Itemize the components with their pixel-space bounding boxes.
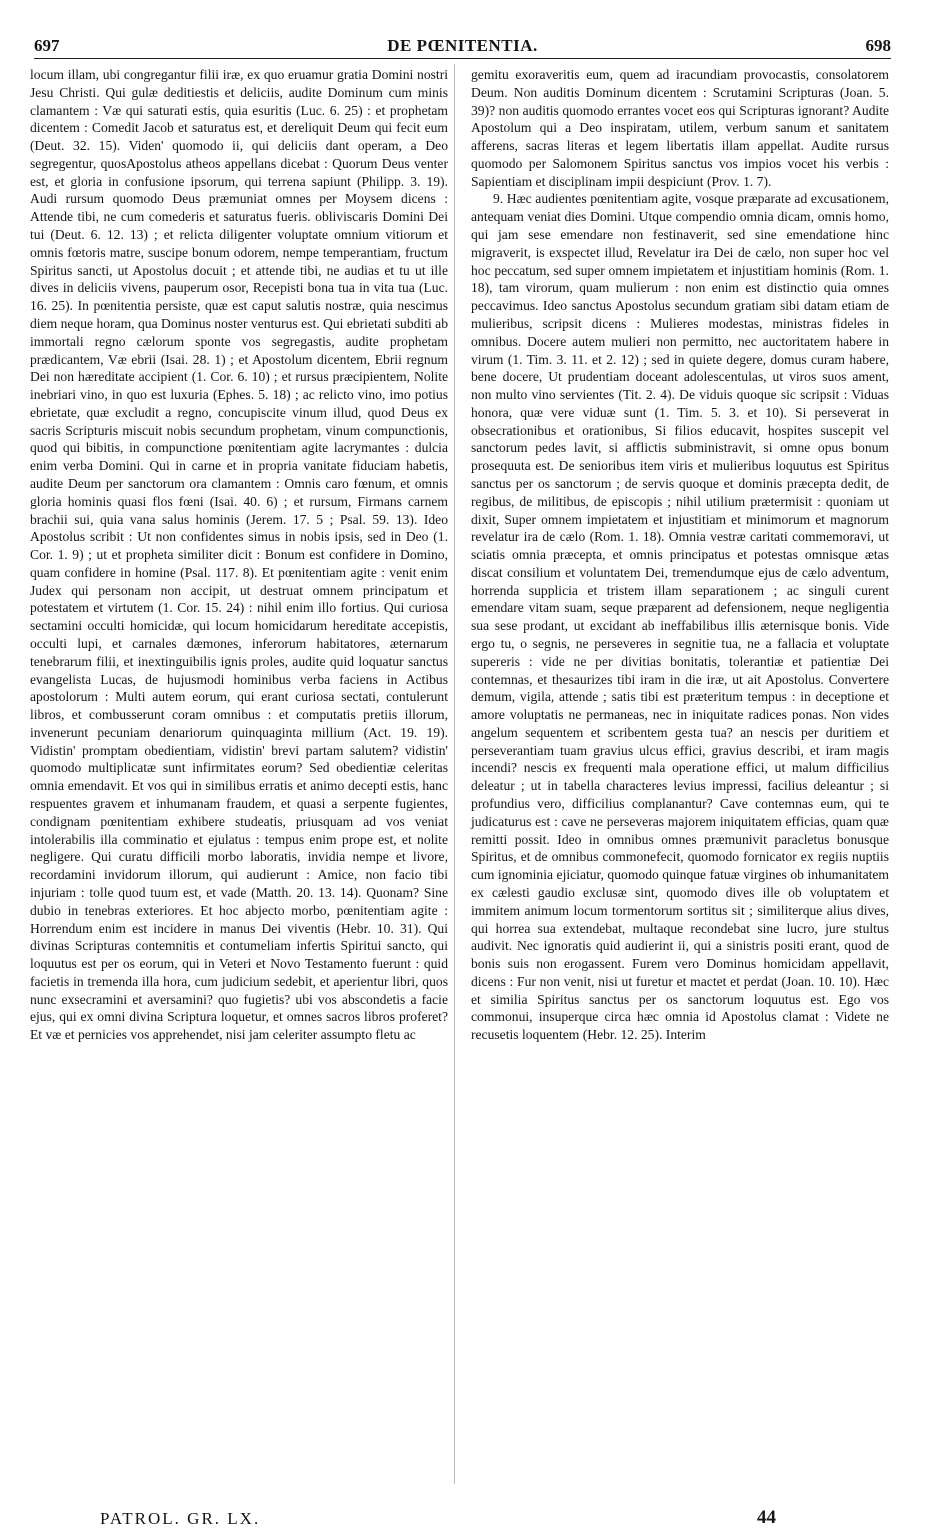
page-header <box>34 32 891 58</box>
right-paragraph-2: 9. Hæc audientes pœnitentiam agite, vosque præparate ad excusationem, antequam veniat dies Domini. Utque compendio omnia dicam, omnis homo, qui jam sese emendare non festinaverit, sed sine emendatione hinc migraverit, is exspectet illud, Revelatur ira Dei de cælo, non super hoc vel hoc peccatum, sed super omnem impietatem et injustitiam hominis (Rom. 1. 18), tam virorum, quam mulierum : non enim est distinctio quia omnes peccavimus. Ideo sanctus Apostolus secundum gratiam sibi datam etiam de mulieribus, scripsit dicens : Mulieres modestas, ministras fideles in omnibus. Docere autem mulieri non permitto, nec auctoritatem habere in virum (1. Tim. 3. 11. et 2. 12) ; sed in quiete degere, domus curam habere, bene docere, Ut prudentiam doceant adolescentulas, ut viros suos ament, non multo vino servientes (Tit. 2. 4). De viduis quoque sic scripsit : Viduas honora, quæ vere viduæ sunt (1. Tim. 5. 3. et 10). Si perseverat in obsecrationibus et orationibus, Si filios educavit, hospites suscepit vel sanctorum pedes lavit, si afflictis subministravit, si omne opus bonum prosequuta est. De senioribus item viris et mulieribus loquutus est Spiritus sanctus per os sanctorum ; de servis quoque et dominis præcepta dedit, de regibus, de militibus, de episcopis ; nihil utilium prætermisit : quoniam ut dixit, Super omnem impietatem et injustitiam et minimorum et magnorum revelatur ira de cælo (Rom. 1. 18). Omnia vestræ caritati commemoravi, ut sciatis omnia præcepta, et omnis principatus et potestas omnisque ætas discat consilium et voluntatem Dei, tremendumque ejus de cælo adventum, horrenda supplicia et tristem illam separationem ; ac singuli curent emendare vitam suam, seque præparent ad defensionem, neque negligentia sua sese prodant, ut excidant ab ineffabilibus illis æternisque bonis. Vide ergo tu, o segnis, ne perseveres in segnitie tua, ne a fallacia et voluptate supereris : vide ne per divitias bonitatis, tolerantiæ et patientiæ Dei contemnas, et thesaurizes tibi iram in die iræ, ut ait Apostolus. Convertere demum, vigila, attende ; satis tibi est præteritum tempus : in deceptione et amore voluptatis ne permaneas, nec in iniquitate radices ponas. Non vides angelum sequentem et scribentem gesta tua? an nescis per duritiem et perseverantiam tuam gravius ulcus effici, gravius describi, et iram magis incendi? nescis ex frequenti mala operatione effici, ut malum difficilius deleatur ; ut in tabella characteres levius impressi, facilius deleantur ; si profundius vero, difficilius complanantur? Cave contemnas eum, qui te judicaturus est : cave ne perseveras majorem iniquitatem efficias, quam quæ remitti possit. Ideo in omnibus omnes præmunivit paracletus bonusque Spiritus, et de omnibus commonefecit, quomodo fornicator ex regiis nuptiis cum ignominia ejiciatur, quomodo quinque fatuæ virgines ob inhumanitatem ex cælesti gaudio exclusæ sint, quomodo dives ille ob voluptatem et immitem animum locum tormentorum sortitus sit ; similiterque alius dives, qui horrea sua extendebat, multaque recondebat sine lucro, jure stultus audivit. Nec ignoratis quid audierint ii, qui a sinistris positi erant, quod de bonis suis non erogassent. Furem vero Dominus homicidam appellavit, dicens : Fur non venit, nisi ut furetur et mactet et perdat (Joan. 10. 10). Hæc et similia Spiritus sanctus per os sanctorum loquutus est. Ego vos commonui, insuperque circa hæc omnia id Apostolus clamat : Videte ne recusetis loquentem (Hebr. 12. 25). Interim <box>471 191 889 1043</box>
signature-number: 44 <box>757 1507 776 1528</box>
running-title: DE PŒNITENTIA. <box>387 36 538 55</box>
series-label: PATROL. GR. LX. <box>100 1509 261 1528</box>
header-rule <box>34 58 891 59</box>
left-paragraph: locum illam, ubi congregantur filii iræ, ex quo eruamur gratia Domini nostri Jesu Christi. Qui gulæ deditiestis et deliciis, audite Dominum cum minis clamantem : Væ qui saturati estis, quia esuritis (Luc. 6. 25) : et prophetam dicentem : Comedit Jacob et saturatus est, et dereliquit Deum qui fecit eum (Deut. 32. 15). Viden' quomodo ii, qui deliciis dant operam, a Deo segregentur, quosApostolus atheos appellans dicebat : Quorum Deus venter est, et gloria in confusione ipsorum, qui terrena sapiunt (Philipp. 3. 19). Audi rursum quomodo Deus præmuniat omnes per Moysem dicens : Attende tibi, ne cum comederis et saturatus fueris. obliviscaris Domini Dei tui (Deut. 6. 12. 13) ; et relicta diligenter voluptate omnium vitiorum et omnis fœtoris matre, suscipe bonum odorem, nempe temperantiam, fructum Spiritus sancti, ut Apostolus docuit ; et attende tibi, ne audias et tu ut ille dives in deliciis vivens, pauperum osor, Recepisti bona tua in vita tua (Luc. 16. 25). In pœnitentia persiste, quæ est caput salutis nostræ, quia nescimus diem neque horam, qua Dominus noster venturus est. Qui ebrietati subditi ab immortali regno cælorum sponte vos segregastis, audite prophetam prædicantem, Væ ebrii (Isai. 28. 1) ; et Apostolum dicentem, Ebrii regnum Dei non hæreditate accipient (1. Cor. 6. 10) ; et rursus præcipientem, Nolite inebriari vino, in quo est luxuria (Ephes. 5. 18) ; ac relicto vino, imo potius ebrietate, quæ excludit a regno, concupiscite vinum illud, quod Deus ex sacris Scripturis miscuit nobis secundum prophetam, vinum compunctionis, quod qui bibitis, in compunctione pœnitentiam agite lacrymantes : dulcia enim verba Domini. Qui in carne et in propria vanitate fiduciam habetis, audite Deum per sanctorum ora clamantem : Omnis caro fœnum, et omnis gloria hominis quasi flos fœni (Isai. 40. 6) ; et rursum, Firmans carnem brachii sui, quia vana salus hominis (Jerem. 17. 5 ; Psal. 59. 13). Ideo Apostolus scribit : Ut non confidentes simus in nobis ipsis, sed in Deo (1. Cor. 1. 9) ; ut et propheta similiter dicit : Bonum est confidere in Domino, quam confidere in homine (Psal. 117. 8). Et pœnitentiam agite : venit enim Judex qui personam non accipit, ut destruat omnem principatum et potestatem et virtutem (1. Cor. 15. 24) : nihil enim illo fortius. Qui curiosa sectamini occulti homicidæ, qui locum homicidarum hereditate accepistis, occulti lupi, et carnales dæmones, inferorum habitatores, æternarum tenebrarum filii, et inextinguibilis ignis proles, audite quid loquatur sanctus evangelista Lucas, de hujusmodi hominibus verba faciens in Actibus apostolorum : Multi autem eorum, qui erant curiosa sectati, contulerunt libros, et combusserunt coram omnibus : et computatis pretiis illorum, invenerunt pecuniam denariorum quinquaginta millium (Act. 19. 19). Vidistin' promptam obedientiam, vidistin' brevi partam salutem? vidistin' quomodo multiplicatæ sunt infirmitates eorum? Sed obedientiæ celeritas omnia emendavit. Et vos qui in similibus erratis et animo decepti estis, hanc respuentes gravem et inhumanam fraudem, et quasi a serpente fugientes, condignam pœnitentiam exhibere studeatis, priusquam ad vos veniat intolerabilis illa comminatio et ejulatus : tempus enim prope est, et nolite negligere. Qui curatu difficili morbo laboratis, invidia nempe et livore, recordamini invidorum illorum, qui audierunt : Amice, non facio tibi injuriam : tolle quod tuum est, et vade (Matth. 20. 13. 14). Quonam? Sine dubio in tenebras exteriores. Et hoc abjecto morbo, pœnitentiam agite : Horrendum enim est incidere in manus Dei viventis (Hebr. 10. 31). Qui divinas Scripturas contemnitis et contumeliam infertis Spiritui sancto, qui loquutus est per os eorum, qui in Veteri et Novo Testamento fuerunt : quid facietis in tremenda illa hora, cum judicium sedebit, et aperientur libri, quos nunc exsecramini et aversamini? quo fugietis? ubi vos abscondetis a facie ejus, qui ex omni divina Scriptura loquetur, et omnes sacros libros proferet? Et væ et pernicies vos apprehendet, nisi jam celeriter assumpto fletu ac <box>30 67 448 1043</box>
left-column <box>30 66 448 1044</box>
page-footer <box>0 1503 931 1533</box>
right-column <box>471 66 889 1044</box>
right-paragraph-1: gemitu exoraveritis eum, quem ad iracundiam provocastis, consolatorem Deum. Non auditis Dominum dicentem : Scrutamini Scripturas (Joan. 5. 39)? non auditis quomodo errantes vocet eos qui Scripturas ignorant? Audite Apostolum qui a Deo inspiratam, utilem, verbum sanum et sanitatem afferens, sacras literas et legem libertatis illam appellat. Audite rursus quomodo per Salomonem Spiritus sanctus vos impios vocet his verbis : Sapientiam et disciplinam impii despiciunt (Prov. 1. 7). <box>471 67 889 189</box>
column-divider <box>454 64 455 1484</box>
right-page-number: 698 <box>865 36 891 55</box>
left-page-number: 697 <box>34 36 60 55</box>
